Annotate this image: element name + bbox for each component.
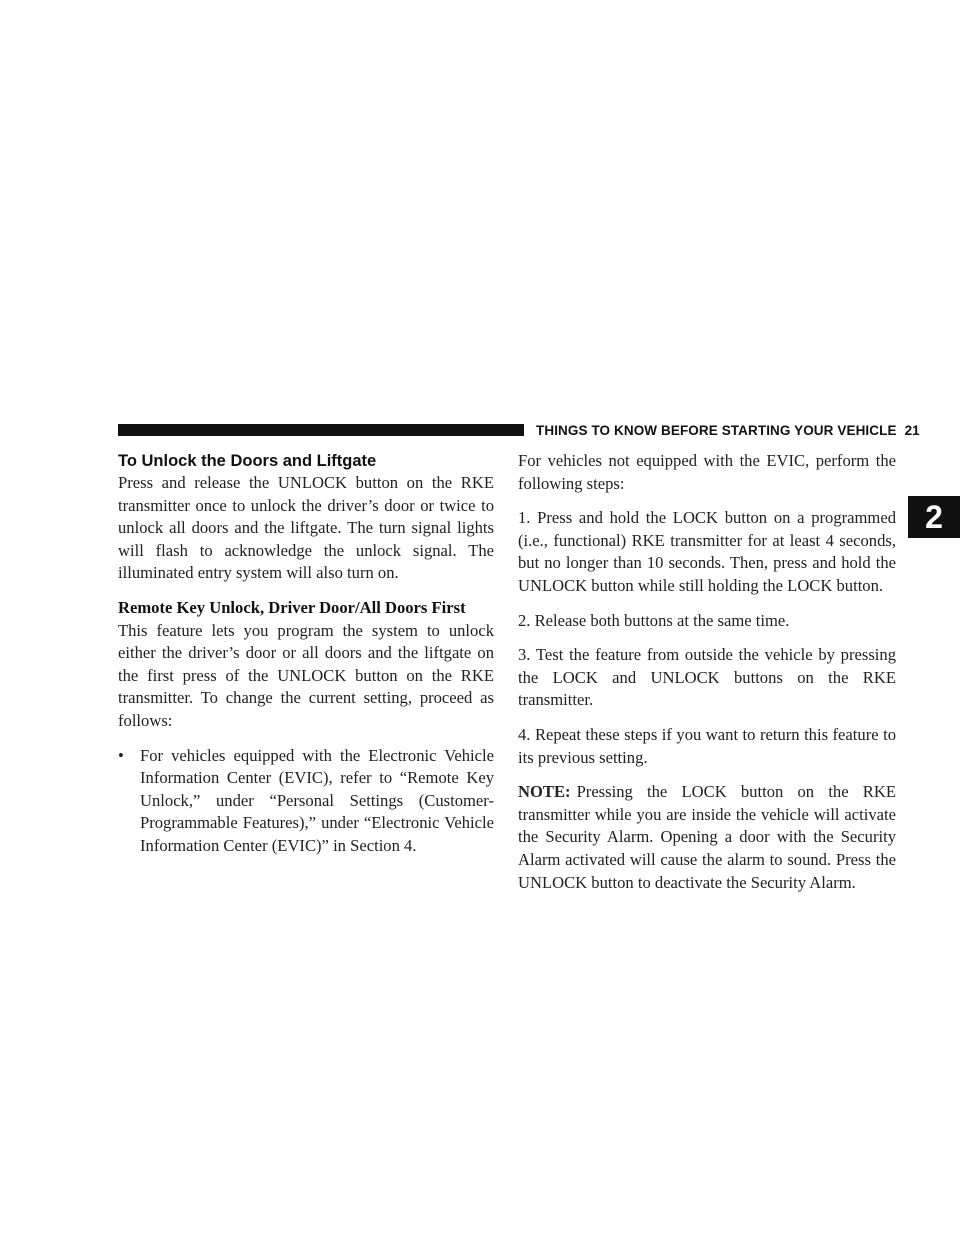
steps-intro: For vehicles not equipped with the EVIC, perform the following steps: [518, 451, 896, 493]
right-column [518, 450, 896, 906]
feature-paragraph: This feature lets you program the system to unlock either the driver’s door or all doors and the liftgate on the first press of the UNLOCK button on the RKE transmitter. To change the current setting, proceed as follows: [118, 620, 494, 730]
bullet-text: For vehicles equipped with the Electronic Vehicle Information Center (EVIC), refer to “Remote Key Unlock,” under “Personal Settings (Customer-Programmable Features),” under “Electronic Vehicle Information Center (EVIC)” in Section 4. [140, 745, 494, 855]
step-4: 4. Repeat these steps if you want to return this feature to its previous setting. [518, 724, 896, 767]
step-2: 2. Release both buttons at the same time. [518, 610, 790, 630]
running-header-title: THINGS TO KNOW BEFORE STARTING YOUR VEHICLE [536, 423, 897, 438]
left-column [118, 450, 494, 858]
intro-paragraph: Press and release the UNLOCK button on the RKE transmitter once to unlock the driver’s door or twice to unlock all doors and the liftgate. The turn signal lights will flash to acknowledge the unlock signal. The illuminated entry system will also turn on. [118, 473, 494, 583]
step-1: 1. Press and hold the LOCK button on a programmed (i.e., functional) RKE transmitter for at least 4 seconds, but no longer than 10 seconds. Then, press and hold the UNLOCK button while still holding the LOCK button. [518, 508, 896, 595]
note-paragraph [518, 781, 896, 894]
note-text: Pressing the LOCK button on the RKE transmitter while you are inside the vehicle will activate the Security Alarm. Opening a door with the Security Alarm activated will cause the alarm to sound. Press the UNLOCK button to deactivate the Security Alarm. [518, 782, 896, 892]
bullet-icon: • [118, 745, 124, 765]
step-3: 3. Test the feature from outside the vehicle by pressing the LOCK and UNLOCK buttons on the RKE transmitter. [518, 645, 896, 710]
chapter-tab: 2 [908, 496, 960, 538]
note-label: NOTE: [518, 782, 571, 802]
page-number: 21 [904, 423, 920, 438]
header-rule [118, 424, 524, 436]
bullet-item [118, 745, 494, 858]
subsection-heading: Remote Key Unlock, Driver Door/All Doors First [118, 597, 466, 617]
section-heading: To Unlock the Doors and Liftgate [118, 452, 377, 470]
running-header [536, 423, 920, 438]
